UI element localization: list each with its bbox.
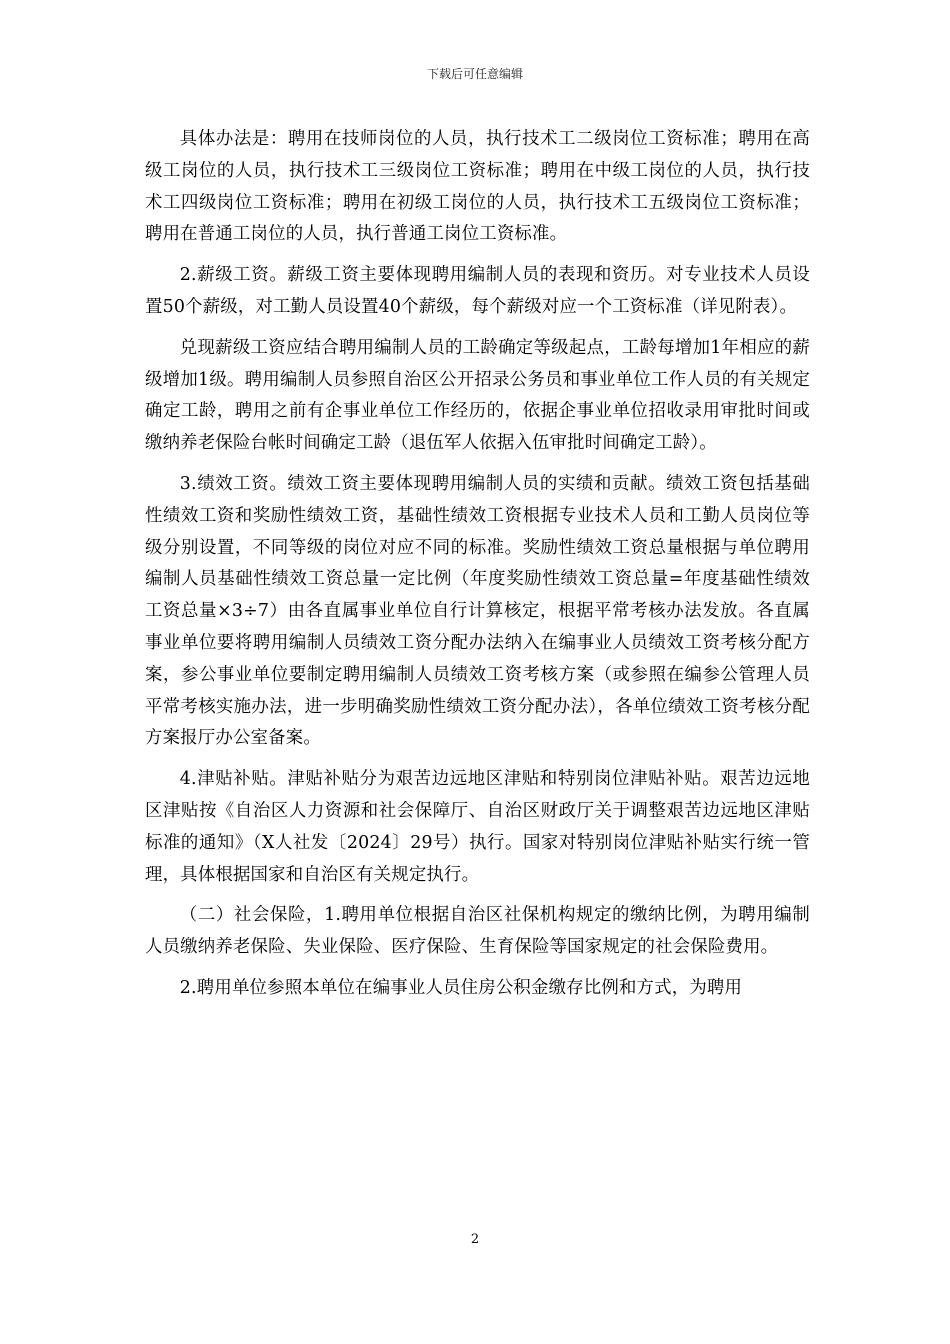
- page-header: 下载后可任意编辑: [426, 67, 523, 81]
- document-body: [145, 124, 810, 1005]
- paragraph-allowances: 4.津贴补贴。津贴补贴分为艰苦边远地区津贴和特别岗位津贴补贴。艰苦边远地区津贴按《自治区人力资源和社会保障厅、自治区财政厅关于调整艰苦边远地区津贴标准的通知》（X人社发〔2024〕29号）执行。国家对特别岗位津贴补贴实行统一管理，具体根据国家和自治区有关规定执行。: [145, 769, 810, 885]
- paragraph-salary-grade-implementation: 兑现薪级工资应结合聘用编制人员的工龄确定等级起点，工龄每增加1年相应的薪级增加1级。聘用编制人员参照自治区公开招录公务员和事业单位工作人员的有关规定确定工龄，聘用之前有企事业单位工作经历的，依据企事业单位招收录用审批时间或缴纳养老保险台帐时间确定工龄（退伍军人依据入伍审批时间确定工龄）。: [145, 337, 810, 454]
- paragraph-housing-fund: 2.聘用单位参照本单位在编事业人员住房公积金缴存比例和方式，为聘用: [179, 977, 743, 998]
- page-number: 2: [470, 1232, 480, 1247]
- paragraph-social-insurance: （二）社会保险，1.聘用单位根据自治区社保机构规定的缴纳比例，为聘用编制人员缴纳养老保险、失业保险、医疗保险、生育保险等国家规定的社会保险费用。: [145, 905, 810, 958]
- paragraph-specific-method: 具体办法是：聘用在技师岗位的人员，执行技术工二级岗位工资标准；聘用在高级工岗位的人员，执行技术工三级岗位工资标准；聘用在中级工岗位的人员，执行技术工四级岗位工资标准；聘用在初级工岗位的人员，执行技术工五级岗位工资标准；聘用在普通工岗位的人员，执行普通工岗位工资标准。: [145, 129, 810, 245]
- paragraph-performance-pay: 3.绩效工资。绩效工资主要体现聘用编制人员的实绩和贡献。绩效工资包括基础性绩效工资和奖励性绩效工资，基础性绩效工资根据专业技术人员和工勤人员岗位等级分别设置，不同等级的岗位对应不同的标准。奖励性绩效工资总量根据与单位聘用编制人员基础性绩效工资总量一定比例（年度奖励性绩效工资总量=年度基础性绩效工资总量×3÷7）由各直属事业单位自行计算核定，根据平常考核办法发放。各直属事业单位要将聘用编制人员绩效工资分配办法纳入在编事业人员绩效工资考核分配方案，参公事业单位要制定聘用编制人员绩效工资考核方案（或参照在编参公管理人员平常考核实施办法，进一步明确奖励性绩效工资分配办法），各单位绩效工资考核分配方案报厅办公室备案。: [145, 473, 810, 749]
- paragraph-salary-grade: 2.薪级工资。薪级工资主要体现聘用编制人员的表现和资历。对专业技术人员设置50个薪级，对工勤人员设置40个薪级，每个薪级对应一个工资标准（详见附表）。: [145, 265, 810, 317]
